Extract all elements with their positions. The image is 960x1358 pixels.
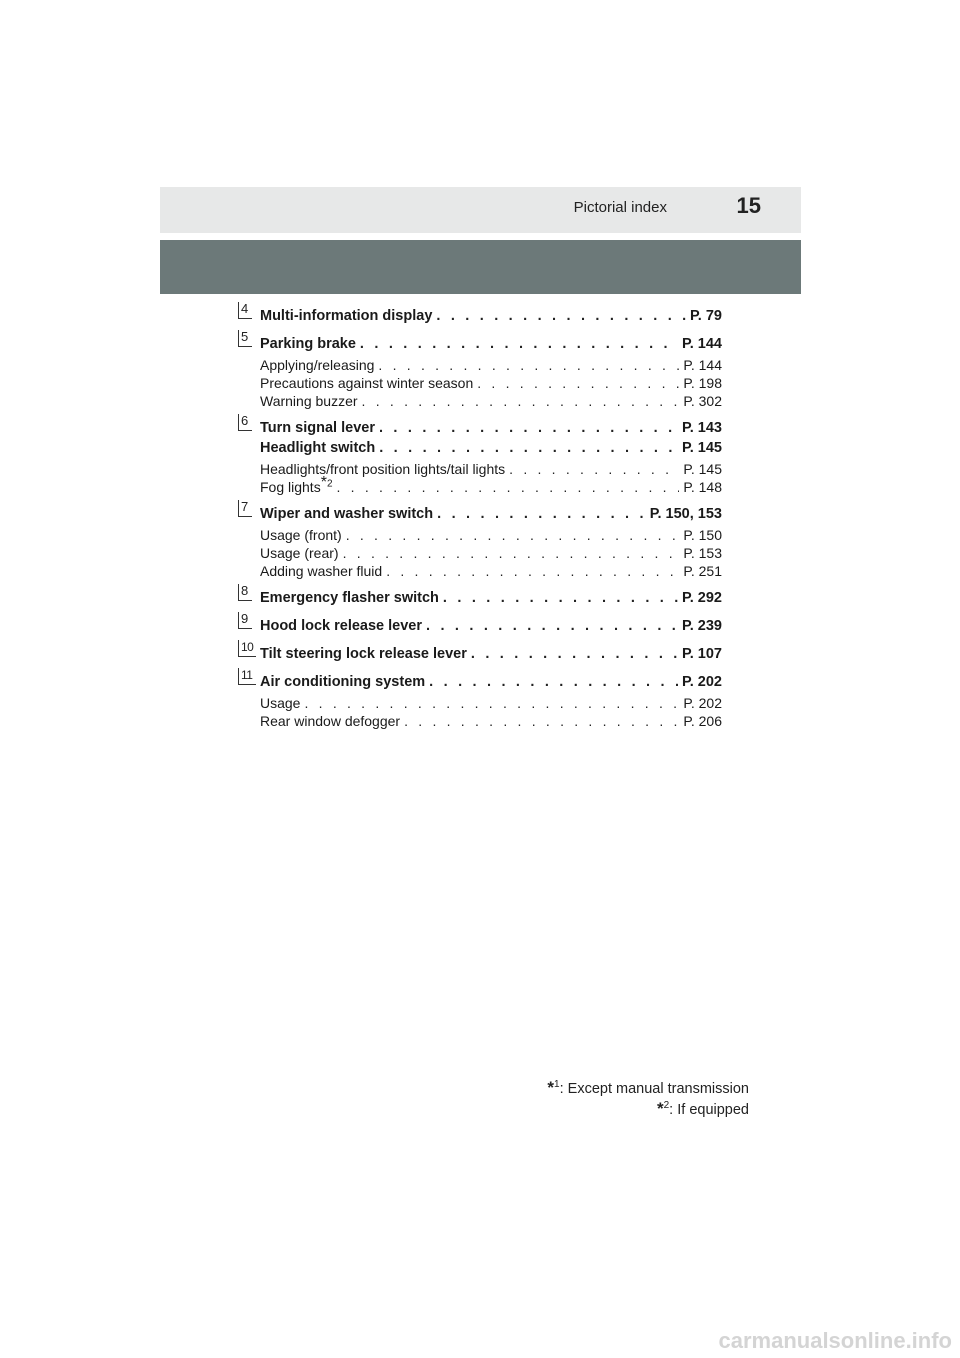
footnote-asterisk: * — [320, 474, 327, 491]
entry-label-text: Fog lights — [260, 479, 321, 495]
table-of-contents — [238, 301, 722, 738]
entry-label — [260, 712, 400, 730]
entry-label-text: Multi-information display — [260, 308, 433, 324]
toc-subentry[interactable] — [260, 356, 722, 374]
page-reference: P. 143 — [681, 420, 722, 436]
page-reference: P. 150, 153 — [649, 506, 722, 522]
page-reference: P. 251 — [683, 563, 722, 579]
entry-label-text: Turn signal lever — [260, 420, 375, 436]
footnotes — [547, 1078, 749, 1120]
entry-label — [260, 356, 374, 374]
toc-group — [238, 413, 722, 496]
page-reference: P. 202 — [681, 674, 722, 690]
item-number-badge: 10 — [238, 640, 256, 657]
footnote — [547, 1099, 749, 1120]
entry-label — [260, 306, 432, 326]
entry-label-text: Usage (front) — [260, 527, 342, 543]
toc-group — [238, 640, 722, 664]
entry-label — [260, 588, 439, 608]
dot-leader — [471, 644, 678, 664]
item-number-badge: 11 — [238, 668, 256, 685]
toc-subentry[interactable] — [260, 460, 722, 478]
dot-leader — [509, 460, 679, 478]
toc-group — [238, 583, 722, 608]
page-reference: P. 144 — [681, 336, 722, 352]
dot-leader — [443, 588, 678, 608]
page-reference: P. 79 — [690, 308, 722, 324]
entry-label — [260, 544, 339, 562]
entry-label-text: Rear window defogger — [260, 713, 401, 729]
item-number-badge: 8 — [238, 584, 252, 601]
toc-entry[interactable] — [260, 672, 722, 692]
entry-label-text: Wiper and washer switch — [260, 506, 434, 522]
item-number-badge: 7 — [238, 500, 252, 517]
page-reference: P. 107 — [681, 646, 722, 662]
item-number-badge: 6 — [238, 414, 252, 431]
dot-leader — [337, 478, 680, 496]
toc-entry[interactable] — [260, 644, 722, 664]
toc-entry[interactable] — [260, 588, 722, 608]
entry-label-text: Parking brake — [260, 336, 356, 352]
entry-label — [260, 474, 333, 496]
entry-label — [260, 644, 467, 664]
entry-label-text: Tilt steering lock release lever — [260, 646, 467, 662]
page-reference: P. 145 — [681, 440, 722, 456]
footnote-asterisk: * — [656, 1099, 664, 1118]
header-bar — [160, 187, 801, 233]
dot-leader — [379, 418, 678, 438]
dot-leader — [343, 544, 680, 562]
footnote-number: 2 — [663, 1100, 670, 1112]
entry-label-text: Headlight switch — [260, 440, 376, 456]
page-reference: P. 198 — [683, 375, 722, 391]
item-number-badge: 5 — [238, 330, 252, 347]
page-number: 15 — [736, 193, 761, 218]
entry-label — [260, 694, 300, 712]
page-reference: P. 292 — [681, 590, 722, 606]
toc-subentry[interactable] — [260, 374, 722, 392]
entry-label-text: Precautions against winter season — [260, 375, 474, 391]
dot-leader — [429, 672, 678, 692]
watermark: carmanualsonline.info — [718, 1328, 952, 1353]
dot-leader — [437, 504, 646, 524]
footnote-asterisk: * — [547, 1078, 555, 1097]
page-reference: P. 302 — [683, 393, 722, 409]
toc-subentry[interactable] — [260, 544, 722, 562]
page-reference: P. 202 — [683, 695, 722, 711]
entry-label — [260, 526, 342, 544]
entry-label-text: Headlights/front position lights/tail lights — [260, 461, 506, 477]
dot-leader — [362, 392, 680, 410]
dot-leader — [379, 438, 678, 458]
dot-leader — [436, 306, 686, 326]
page-reference: P. 206 — [683, 713, 722, 729]
entry-label-text: Air conditioning system — [260, 674, 426, 690]
page-reference: P. 150 — [683, 527, 722, 543]
page-reference: P. 239 — [681, 618, 722, 634]
footnote-text: : Except manual transmission — [559, 1081, 749, 1097]
entry-label-text: Warning buzzer — [260, 393, 358, 409]
item-number-badge: 9 — [238, 612, 252, 629]
toc-subentry[interactable] — [260, 392, 722, 410]
dot-leader — [346, 526, 680, 544]
entry-label — [260, 562, 382, 580]
toc-entry[interactable] — [260, 504, 722, 524]
entry-label-text: Usage — [260, 695, 301, 711]
toc-group — [238, 668, 722, 730]
toc-group — [238, 329, 722, 410]
footnote — [547, 1078, 749, 1099]
toc-subentry[interactable] — [260, 474, 722, 496]
dot-leader — [304, 694, 679, 712]
dot-leader — [386, 562, 679, 580]
dot-leader — [360, 334, 678, 354]
entry-label — [260, 418, 375, 438]
footnote-ref: 2 — [326, 478, 333, 490]
toc-entry[interactable] — [260, 306, 722, 326]
toc-group — [238, 611, 722, 636]
entry-label — [260, 504, 433, 524]
page-reference: P. 153 — [683, 545, 722, 561]
item-number-badge: 4 — [238, 302, 252, 319]
page-reference: P. 148 — [683, 479, 722, 495]
entry-label-text: Emergency flasher switch — [260, 590, 439, 606]
entry-label — [260, 334, 356, 354]
entry-label — [260, 392, 358, 410]
toc-entry[interactable] — [260, 438, 722, 458]
toc-group — [238, 301, 722, 326]
entry-label — [260, 616, 422, 636]
entry-label-text: Applying/releasing — [260, 357, 375, 373]
entry-label-text: Adding washer fluid — [260, 563, 383, 579]
entry-label-text: Usage (rear) — [260, 545, 339, 561]
toc-subentry[interactable] — [260, 712, 722, 730]
header-title: Pictorial index — [573, 199, 667, 216]
toc-entry[interactable] — [260, 418, 722, 438]
page-reference: P. 144 — [683, 357, 722, 373]
dot-leader — [426, 616, 678, 636]
footnote-number: 1 — [554, 1079, 560, 1091]
entry-label — [260, 374, 473, 392]
toc-subentry[interactable] — [260, 562, 722, 580]
entry-label — [260, 438, 375, 458]
toc-subentry[interactable] — [260, 694, 722, 712]
page-reference: P. 145 — [683, 461, 722, 477]
entry-label-text: Hood lock release lever — [260, 618, 422, 634]
header-band — [160, 240, 801, 294]
dot-leader — [378, 356, 679, 374]
toc-entry[interactable] — [260, 334, 722, 354]
toc-group — [238, 499, 722, 580]
toc-entry[interactable] — [260, 616, 722, 636]
footnote-text: : If equipped — [669, 1102, 749, 1118]
entry-label — [260, 672, 425, 692]
dot-leader — [477, 374, 679, 392]
dot-leader — [404, 712, 679, 730]
toc-subentry[interactable] — [260, 526, 722, 544]
entry-label — [260, 460, 505, 478]
